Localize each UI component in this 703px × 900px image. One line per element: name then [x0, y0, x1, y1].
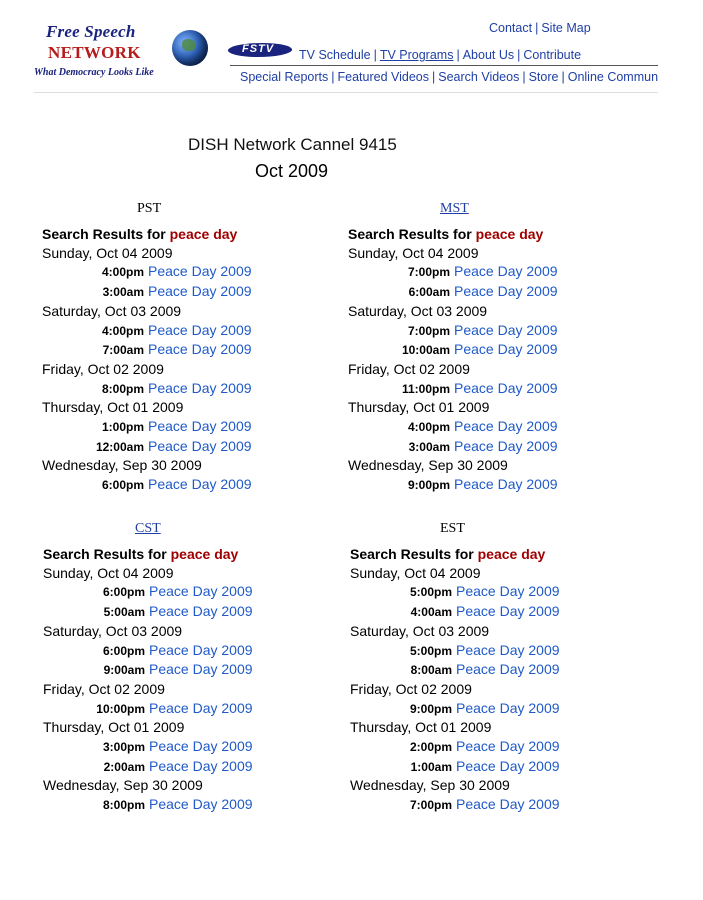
show-title-link[interactable]: Peace Day 2009: [454, 476, 558, 493]
page-subtitle-month: Oct 2009: [255, 161, 329, 181]
show-row: [42, 340, 352, 360]
show-row: [42, 321, 352, 341]
show-row: [348, 437, 658, 457]
show-title-link[interactable]: Peace Day 2009: [454, 341, 558, 358]
search-query: peace day: [477, 546, 546, 562]
show-title-link[interactable]: Peace Day 2009: [148, 263, 252, 280]
show-row: [348, 475, 658, 495]
show-row: [348, 340, 658, 360]
nav-separator: |: [432, 70, 436, 84]
show-row: [348, 321, 658, 341]
show-time: 7:00pm: [407, 265, 450, 280]
show-row: [43, 795, 353, 815]
show-time: 5:00pm: [409, 585, 452, 600]
show-title-link[interactable]: Peace Day 2009: [454, 263, 558, 280]
day-heading: Thursday, Oct 01 2009: [350, 719, 492, 736]
show-row: [42, 262, 352, 282]
nav-link-search-videos[interactable]: Search Videos: [438, 70, 520, 84]
show-time: 8:00pm: [102, 798, 145, 813]
results-heading-prefix: Search Results for: [348, 226, 472, 242]
show-title-link[interactable]: Peace Day 2009: [149, 583, 253, 600]
search-results: [42, 225, 352, 495]
show-row: [350, 602, 660, 622]
day-heading: Sunday, Oct 04 2009: [348, 244, 479, 261]
show-time: 6:00pm: [102, 643, 145, 658]
show-row: [350, 699, 660, 719]
show-title-link[interactable]: Peace Day 2009: [149, 699, 253, 716]
day-heading: Wednesday, Sep 30 2009: [350, 777, 510, 794]
show-time: 4:00am: [410, 605, 452, 620]
nav-separator: |: [535, 21, 539, 35]
show-title-link[interactable]: Peace Day 2009: [456, 757, 560, 774]
results-heading: [42, 225, 352, 244]
search-results: [43, 545, 353, 815]
show-title-link[interactable]: Peace Day 2009: [456, 641, 560, 658]
nav-link-featured-videos[interactable]: Featured Videos: [337, 70, 429, 84]
nav-separator: |: [522, 70, 526, 84]
show-time: 3:00pm: [102, 740, 145, 755]
show-time: 6:00pm: [101, 478, 144, 493]
results-heading-prefix: Search Results for: [42, 226, 166, 242]
show-title-link[interactable]: Peace Day 2009: [149, 757, 253, 774]
show-title-link[interactable]: Peace Day 2009: [456, 661, 560, 678]
show-row: [43, 699, 353, 719]
nav-link-contribute[interactable]: Contribute: [523, 48, 582, 62]
show-title-link[interactable]: Peace Day 2009: [148, 283, 252, 300]
search-query: peace day: [475, 226, 544, 242]
show-row: [43, 757, 353, 777]
results-heading-prefix: Search Results for: [43, 546, 167, 562]
show-title-link[interactable]: Peace Day 2009: [454, 283, 558, 300]
day-heading: Sunday, Oct 04 2009: [42, 244, 173, 261]
nav-divider: [230, 65, 658, 66]
show-title-link[interactable]: Peace Day 2009: [148, 321, 252, 338]
day-heading: Thursday, Oct 01 2009: [348, 399, 490, 416]
show-time: 5:00am: [103, 605, 145, 620]
show-time: 4:00pm: [407, 420, 450, 435]
nav-link-about-us[interactable]: About Us: [462, 48, 515, 62]
show-title-link[interactable]: Peace Day 2009: [148, 341, 252, 358]
show-row: [348, 417, 658, 437]
show-title-link[interactable]: Peace Day 2009: [454, 321, 558, 338]
results-heading-prefix: Search Results for: [350, 546, 474, 562]
show-title-link[interactable]: Peace Day 2009: [149, 738, 253, 755]
show-title-link[interactable]: Peace Day 2009: [148, 476, 252, 493]
show-time: 6:00am: [408, 285, 450, 300]
show-time: 8:00pm: [101, 381, 144, 396]
show-time: 4:00pm: [101, 265, 144, 280]
show-row: [42, 475, 352, 495]
show-time: 4:00pm: [101, 323, 144, 338]
show-row: [43, 582, 353, 602]
header-divider: [34, 92, 658, 93]
show-time: 7:00pm: [409, 798, 452, 813]
show-row: [348, 379, 658, 399]
results-heading: [350, 545, 660, 564]
day-heading: Thursday, Oct 01 2009: [43, 719, 185, 736]
page-title: DISH Network Cannel 9415: [188, 135, 397, 154]
results-heading: [348, 225, 658, 244]
show-time: 3:00am: [408, 439, 450, 454]
show-time: 2:00am: [103, 759, 145, 774]
show-title-link[interactable]: Peace Day 2009: [456, 699, 560, 716]
nav-main: [299, 48, 581, 62]
show-title-link[interactable]: Peace Day 2009: [148, 418, 252, 435]
show-row: [350, 582, 660, 602]
show-row: [43, 641, 353, 661]
day-heading: Friday, Oct 02 2009: [43, 680, 165, 697]
timezone-link[interactable]: CST: [135, 521, 161, 536]
day-heading: Friday, Oct 02 2009: [350, 680, 472, 697]
day-heading: Saturday, Oct 03 2009: [348, 302, 488, 319]
day-heading: Sunday, Oct 04 2009: [350, 564, 481, 581]
nav-link-special-reports[interactable]: Special Reports: [240, 70, 329, 84]
show-row: [43, 602, 353, 622]
nav-top: [489, 21, 591, 35]
timezone-link[interactable]: MST: [440, 201, 469, 216]
show-title-link[interactable]: Peace Day 2009: [456, 796, 560, 813]
show-row: [42, 417, 352, 437]
search-query: peace day: [170, 546, 239, 562]
search-results: [350, 545, 660, 815]
nav-separator: |: [331, 70, 335, 84]
show-row: [43, 660, 353, 680]
nav-link-online-community[interactable]: Online Commun: [567, 70, 658, 84]
nav-link-tv-schedule[interactable]: TV Schedule: [299, 48, 371, 62]
show-time: 1:00pm: [101, 420, 144, 435]
day-heading: Friday, Oct 02 2009: [42, 360, 164, 377]
show-row: [42, 282, 352, 302]
search-query: peace day: [169, 226, 238, 242]
show-title-link[interactable]: Peace Day 2009: [149, 603, 253, 620]
show-row: [42, 437, 352, 457]
show-title-link[interactable]: Peace Day 2009: [454, 418, 558, 435]
day-heading: Wednesday, Sep 30 2009: [42, 457, 202, 474]
show-title-link[interactable]: Peace Day 2009: [149, 796, 253, 813]
show-title-link[interactable]: Peace Day 2009: [149, 661, 253, 678]
day-heading: Saturday, Oct 03 2009: [350, 622, 490, 639]
nav-link-tv-programs[interactable]: TV Programs: [379, 48, 454, 62]
search-results: [348, 225, 658, 495]
show-row: [350, 660, 660, 680]
show-time: 11:00pm: [401, 381, 450, 396]
show-row: [348, 282, 658, 302]
day-heading: Wednesday, Sep 30 2009: [348, 457, 508, 474]
day-heading: Thursday, Oct 01 2009: [42, 399, 184, 416]
show-time: 7:00am: [102, 343, 144, 358]
show-time: 1:00am: [410, 759, 452, 774]
show-row: [43, 737, 353, 757]
show-row: [350, 737, 660, 757]
show-title-link[interactable]: Peace Day 2009: [454, 379, 558, 396]
fstv-logo[interactable]: [228, 41, 292, 59]
nav-link-site-map[interactable]: Site Map: [541, 21, 591, 35]
show-time: 9:00pm: [409, 701, 452, 716]
show-row: [348, 262, 658, 282]
show-title-link[interactable]: Peace Day 2009: [148, 437, 252, 454]
show-row: [350, 757, 660, 777]
day-heading: Friday, Oct 02 2009: [348, 360, 470, 377]
day-heading: Saturday, Oct 03 2009: [43, 622, 183, 639]
show-time: 10:00pm: [96, 701, 145, 716]
show-time: 9:00pm: [407, 478, 450, 493]
results-heading: [43, 545, 353, 564]
show-title-link[interactable]: Peace Day 2009: [456, 603, 560, 620]
show-time: 12:00am: [95, 439, 144, 454]
show-time: 2:00pm: [409, 740, 452, 755]
show-title-link[interactable]: Peace Day 2009: [456, 583, 560, 600]
globe-icon: [172, 30, 208, 66]
show-time: 9:00am: [103, 663, 145, 678]
show-time: 3:00am: [102, 285, 144, 300]
nav-link-contact[interactable]: Contact: [489, 21, 533, 35]
day-heading: Saturday, Oct 03 2009: [42, 302, 182, 319]
nav-link-store[interactable]: Store: [528, 70, 559, 84]
nav-separator: |: [456, 48, 460, 62]
logo-tagline: What Democracy Looks Like: [34, 67, 154, 78]
timezone-label: PST: [137, 201, 162, 216]
timezone-label: EST: [440, 521, 465, 536]
show-time: 8:00am: [410, 663, 452, 678]
nav-separator: |: [373, 48, 377, 62]
day-heading: Sunday, Oct 04 2009: [43, 564, 174, 581]
show-title-link[interactable]: Peace Day 2009: [148, 379, 252, 396]
show-row: [42, 379, 352, 399]
free-speech-network-logo[interactable]: [34, 22, 214, 84]
show-time: 7:00pm: [407, 323, 450, 338]
logo-line2: NETWORK: [48, 43, 141, 62]
day-heading: Wednesday, Sep 30 2009: [43, 777, 203, 794]
show-time: 5:00pm: [409, 643, 452, 658]
show-row: [350, 641, 660, 661]
show-title-link[interactable]: Peace Day 2009: [149, 641, 253, 658]
nav-secondary: [240, 70, 658, 84]
nav-separator: |: [561, 70, 565, 84]
show-time: 10:00am: [401, 343, 450, 358]
show-row: [350, 795, 660, 815]
logo-line1: Free Speech: [46, 22, 136, 41]
show-title-link[interactable]: Peace Day 2009: [454, 437, 558, 454]
fstv-logo-text: FSTV: [242, 43, 275, 55]
nav-separator: |: [517, 48, 521, 62]
show-time: 6:00pm: [102, 585, 145, 600]
show-title-link[interactable]: Peace Day 2009: [456, 738, 560, 755]
